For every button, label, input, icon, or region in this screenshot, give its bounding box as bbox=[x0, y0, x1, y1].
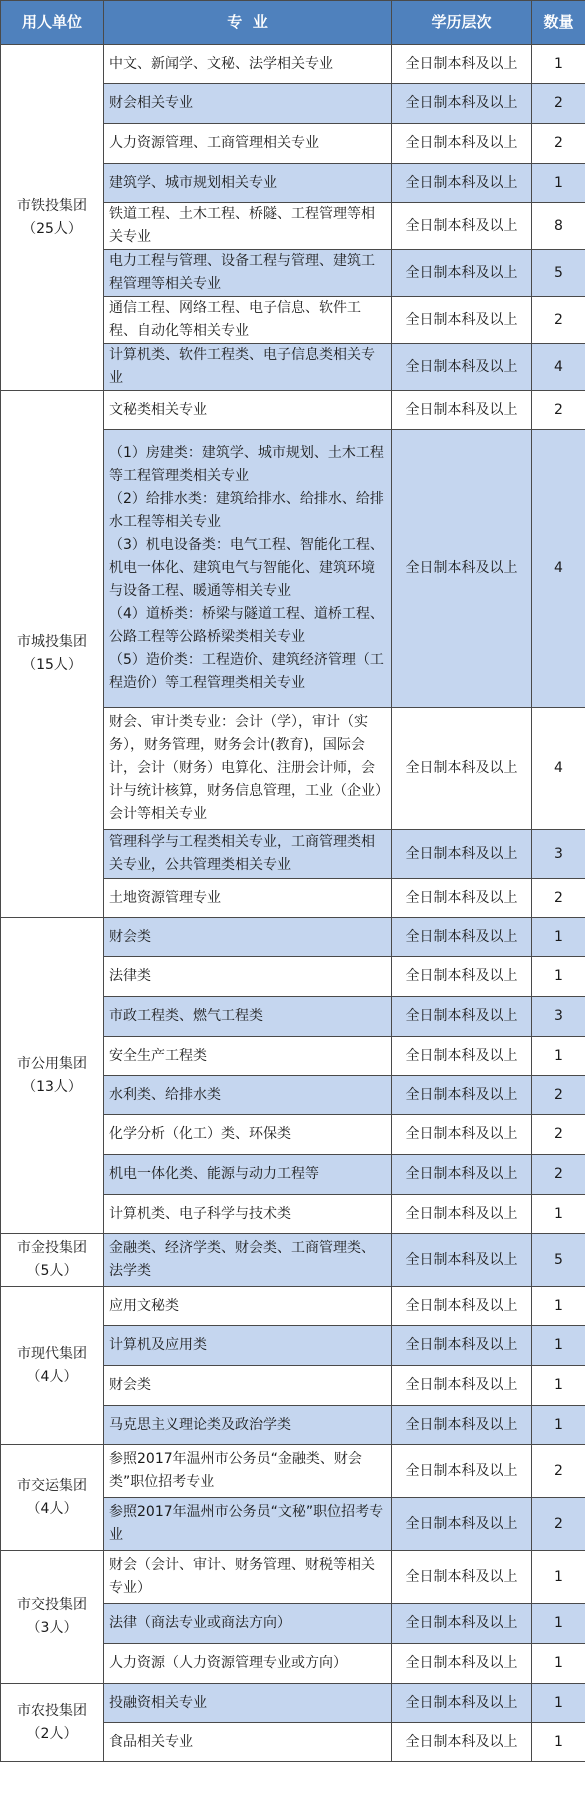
header-major: 专 业 bbox=[104, 1, 392, 45]
unit-cell: 市现代集团 （4人） bbox=[1, 1287, 104, 1445]
major-cell: 铁道工程、土木工程、桥隧、工程管理等相关专业 bbox=[104, 203, 392, 250]
count-cell: 3 bbox=[532, 997, 585, 1037]
major-cell: 人力资源（人力资源管理专业或方向） bbox=[104, 1644, 392, 1684]
major-cell: 参照2017年温州市公务员“文秘”职位招考专业 bbox=[104, 1498, 392, 1551]
level-cell: 全日制本科及以上 bbox=[392, 1195, 532, 1234]
level-cell: 全日制本科及以上 bbox=[392, 297, 532, 344]
major-cell: 财会（会计、审计、财务管理、财税等相关专业） bbox=[104, 1551, 392, 1604]
count-cell: 1 bbox=[532, 1551, 585, 1604]
level-cell: 全日制本科及以上 bbox=[392, 1551, 532, 1604]
level-cell: 全日制本科及以上 bbox=[392, 997, 532, 1037]
table-row bbox=[1, 1234, 585, 1287]
major-cell: 财会类 bbox=[104, 918, 392, 957]
table-row bbox=[1, 391, 585, 430]
major-cell: 应用文秘类 bbox=[104, 1287, 392, 1326]
major-cell: 中文、新闻学、文秘、法学相关专业 bbox=[104, 45, 392, 84]
major-cell: 土地资源管理专业 bbox=[104, 879, 392, 918]
major-cell: 机电一体化类、能源与动力工程等 bbox=[104, 1155, 392, 1195]
header-row bbox=[1, 1, 585, 45]
count-cell: 2 bbox=[532, 879, 585, 918]
count-cell: 1 bbox=[532, 1195, 585, 1234]
major-cell: 计算机及应用类 bbox=[104, 1326, 392, 1366]
major-cell: 财会类 bbox=[104, 1366, 392, 1406]
count-cell: 1 bbox=[532, 1037, 585, 1076]
count-cell: 1 bbox=[532, 1723, 585, 1762]
level-cell: 全日制本科及以上 bbox=[392, 1366, 532, 1406]
level-cell: 全日制本科及以上 bbox=[392, 391, 532, 430]
count-cell: 1 bbox=[532, 1287, 585, 1326]
count-cell: 2 bbox=[532, 124, 585, 164]
level-cell: 全日制本科及以上 bbox=[392, 1445, 532, 1498]
count-cell: 4 bbox=[532, 708, 585, 830]
count-cell: 1 bbox=[532, 1684, 585, 1723]
unit-cell: 市交运集团 （4人） bbox=[1, 1445, 104, 1551]
count-cell: 2 bbox=[532, 1498, 585, 1551]
count-cell: 2 bbox=[532, 1115, 585, 1155]
major-cell: 法律类 bbox=[104, 957, 392, 997]
level-cell: 全日制本科及以上 bbox=[392, 1037, 532, 1076]
major-cell: 水利类、给排水类 bbox=[104, 1076, 392, 1115]
level-cell: 全日制本科及以上 bbox=[392, 1326, 532, 1366]
count-cell: 3 bbox=[532, 830, 585, 879]
level-cell: 全日制本科及以上 bbox=[392, 203, 532, 250]
level-cell: 全日制本科及以上 bbox=[392, 918, 532, 957]
count-cell: 2 bbox=[532, 391, 585, 430]
count-cell: 5 bbox=[532, 1234, 585, 1287]
unit-cell: 市公用集团 （13人） bbox=[1, 918, 104, 1234]
level-cell: 全日制本科及以上 bbox=[392, 344, 532, 391]
count-cell: 1 bbox=[532, 957, 585, 997]
major-cell: 市政工程类、燃气工程类 bbox=[104, 997, 392, 1037]
unit-cell: 市金投集团 （5人） bbox=[1, 1234, 104, 1287]
count-cell: 1 bbox=[532, 1644, 585, 1684]
major-cell: 食品相关专业 bbox=[104, 1723, 392, 1762]
header-unit: 用人单位 bbox=[1, 1, 104, 45]
level-cell: 全日制本科及以上 bbox=[392, 879, 532, 918]
table-body bbox=[1, 45, 585, 1762]
major-cell: 财会相关专业 bbox=[104, 84, 392, 124]
major-cell: 建筑学、城市规划相关专业 bbox=[104, 164, 392, 203]
level-cell: 全日制本科及以上 bbox=[392, 1498, 532, 1551]
major-cell: 化学分析（化工）类、环保类 bbox=[104, 1115, 392, 1155]
count-cell: 2 bbox=[532, 1445, 585, 1498]
count-cell: 1 bbox=[532, 45, 585, 84]
header-level: 学历层次 bbox=[392, 1, 532, 45]
level-cell: 全日制本科及以上 bbox=[392, 1604, 532, 1644]
major-cell: 人力资源管理、工商管理相关专业 bbox=[104, 124, 392, 164]
level-cell: 全日制本科及以上 bbox=[392, 1115, 532, 1155]
table-row bbox=[1, 1551, 585, 1604]
unit-cell: 市铁投集团 （25人） bbox=[1, 45, 104, 391]
count-cell: 8 bbox=[532, 203, 585, 250]
count-cell: 1 bbox=[532, 1406, 585, 1445]
table-row bbox=[1, 1445, 585, 1498]
table-row bbox=[1, 918, 585, 957]
level-cell: 全日制本科及以上 bbox=[392, 1287, 532, 1326]
level-cell: 全日制本科及以上 bbox=[392, 84, 532, 124]
table-row bbox=[1, 1684, 585, 1723]
count-cell: 1 bbox=[532, 1366, 585, 1406]
major-cell: 金融类、经济学类、财会类、工商管理类、法学类 bbox=[104, 1234, 392, 1287]
level-cell: 全日制本科及以上 bbox=[392, 830, 532, 879]
count-cell: 4 bbox=[532, 344, 585, 391]
major-cell: 法律（商法专业或商法方向） bbox=[104, 1604, 392, 1644]
major-cell: 投融资相关专业 bbox=[104, 1684, 392, 1723]
level-cell: 全日制本科及以上 bbox=[392, 124, 532, 164]
level-cell: 全日制本科及以上 bbox=[392, 1076, 532, 1115]
major-cell: 财会、审计类专业：会计（学），审计（实务），财务管理，财务会计(教育)，国际会计，会计（财务）电算化、注册会计师，会计与统计核算，财务信息管理，工业（企业）会计等相关专业 bbox=[104, 708, 392, 830]
level-cell: 全日制本科及以上 bbox=[392, 1644, 532, 1684]
level-cell: 全日制本科及以上 bbox=[392, 1234, 532, 1287]
major-cell: 计算机类、软件工程类、电子信息类相关专业 bbox=[104, 344, 392, 391]
unit-cell: 市城投集团 （15人） bbox=[1, 391, 104, 918]
level-cell: 全日制本科及以上 bbox=[392, 164, 532, 203]
count-cell: 5 bbox=[532, 250, 585, 297]
major-cell: 文秘类相关专业 bbox=[104, 391, 392, 430]
unit-cell: 市农投集团 （2人） bbox=[1, 1684, 104, 1762]
major-cell: （1）房建类：建筑学、城市规划、土木工程等工程管理类相关专业 （2）给排水类：建筑给排水、给排水、给排水工程等相关专业 （3）机电设备类：电气工程、智能化工程、机电一体化、建筑电气与智能化、建筑环境与设备工程、暖通等相关专业 （4）道桥类：桥梁与隧道工程、道桥工程、公路工程等公路桥梁类相关专业 （5）造价类：工程造价、建筑经济管理（工程造价）等工程管理类相关专业 bbox=[104, 430, 392, 708]
level-cell: 全日制本科及以上 bbox=[392, 430, 532, 708]
level-cell: 全日制本科及以上 bbox=[392, 708, 532, 830]
count-cell: 1 bbox=[532, 1326, 585, 1366]
major-cell: 马克思主义理论类及政治学类 bbox=[104, 1406, 392, 1445]
unit-cell: 市交投集团 （3人） bbox=[1, 1551, 104, 1684]
count-cell: 4 bbox=[532, 430, 585, 708]
level-cell: 全日制本科及以上 bbox=[392, 1723, 532, 1762]
count-cell: 2 bbox=[532, 1076, 585, 1115]
level-cell: 全日制本科及以上 bbox=[392, 1684, 532, 1723]
header-count: 数量 bbox=[532, 1, 585, 45]
level-cell: 全日制本科及以上 bbox=[392, 1155, 532, 1195]
count-cell: 2 bbox=[532, 1155, 585, 1195]
count-cell: 1 bbox=[532, 918, 585, 957]
level-cell: 全日制本科及以上 bbox=[392, 250, 532, 297]
count-cell: 2 bbox=[532, 297, 585, 344]
table-row bbox=[1, 1287, 585, 1326]
table-row bbox=[1, 45, 585, 84]
major-cell: 参照2017年温州市公务员“金融类、财会类”职位招考专业 bbox=[104, 1445, 392, 1498]
count-cell: 1 bbox=[532, 164, 585, 203]
major-cell: 电力工程与管理、设备工程与管理、建筑工程管理等相关专业 bbox=[104, 250, 392, 297]
major-cell: 计算机类、电子科学与技术类 bbox=[104, 1195, 392, 1234]
level-cell: 全日制本科及以上 bbox=[392, 1406, 532, 1445]
major-cell: 通信工程、网络工程、电子信息、软件工程、自动化等相关专业 bbox=[104, 297, 392, 344]
count-cell: 1 bbox=[532, 1604, 585, 1644]
count-cell: 2 bbox=[532, 84, 585, 124]
level-cell: 全日制本科及以上 bbox=[392, 957, 532, 997]
major-cell: 安全生产工程类 bbox=[104, 1037, 392, 1076]
major-cell: 管理科学与工程类相关专业，工商管理类相关专业，公共管理类相关专业 bbox=[104, 830, 392, 879]
level-cell: 全日制本科及以上 bbox=[392, 45, 532, 84]
